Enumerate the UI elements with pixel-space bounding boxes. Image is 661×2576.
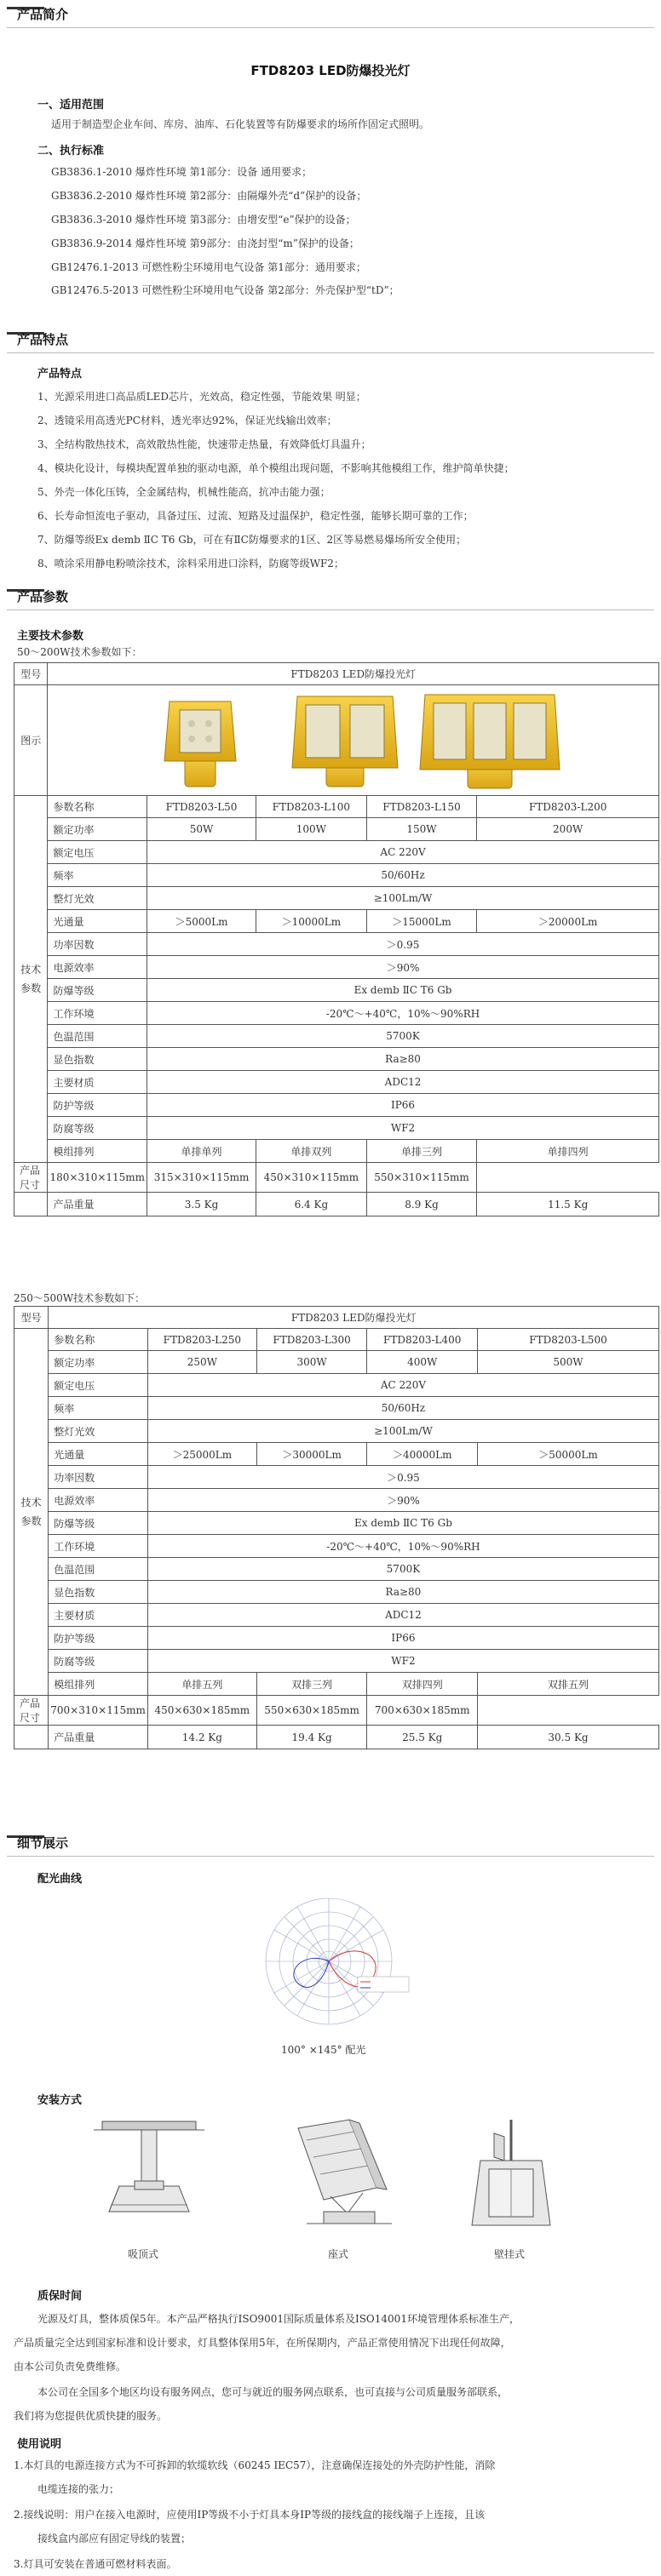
power-label: 额定功率 bbox=[48, 818, 147, 841]
section-header-params bbox=[0, 582, 661, 611]
weight-cell: 25.5 Kg bbox=[367, 1726, 478, 1749]
ip-label: 防护等级 bbox=[48, 1094, 147, 1117]
eff-value: ＞90% bbox=[147, 1489, 658, 1512]
weight-label: 产品重量 bbox=[49, 1726, 148, 1749]
corr-label: 防腐等级 bbox=[49, 1650, 148, 1673]
weight-cell: 11.5 Kg bbox=[477, 1193, 659, 1216]
flux-cell: ＞30000Lm bbox=[256, 1443, 367, 1466]
mat-value: ADC12 bbox=[147, 1071, 659, 1094]
standard-item: GB3836.2-2010 爆炸性环境 第2部分：由隔爆外壳“d”保护的设备； bbox=[51, 190, 367, 202]
model-name: FTD8203 LED防爆投光灯 bbox=[48, 663, 659, 685]
feature-item: 4、模块化设计，每模块配置单独的驱动电源，单个模组出现问题，不影响其他模组工作，维护简单快捷； bbox=[37, 462, 514, 474]
flux-cell: ＞15000Lm bbox=[366, 910, 477, 933]
env-label: 工作环境 bbox=[49, 1535, 148, 1558]
power-cell: 100W bbox=[256, 818, 367, 841]
weight-cell: 8.9 Kg bbox=[366, 1193, 477, 1216]
flux-cell: ＞10000Lm bbox=[256, 910, 367, 933]
cct-label: 色温范围 bbox=[48, 1025, 147, 1048]
curve-caption: 100° ×145° 配光 bbox=[281, 2044, 366, 2056]
efficacy-value: ≥100Lm/W bbox=[147, 887, 659, 910]
table1-caption: 50～200W技术参数如下： bbox=[17, 646, 142, 658]
warranty-line: 本公司在全国多个地区均设有服务网点，您可与就近的服务网点联系，也可直接与公司质量服务部联系， bbox=[37, 2386, 509, 2398]
mat-label: 主要材质 bbox=[49, 1604, 148, 1627]
pf-label: 功率因数 bbox=[48, 933, 147, 956]
group-label-text: 技术参数 bbox=[20, 1497, 42, 1527]
feature-item: 5、外壳一体化压铸，全金属结构，机械性能高，抗冲击能力强； bbox=[37, 486, 330, 498]
spec-table-50-200w bbox=[14, 662, 659, 1216]
mat-label: 主要材质 bbox=[48, 1071, 147, 1094]
section-rule bbox=[7, 1856, 654, 1857]
standard-item: GB12476.1-2013 可燃性粉尘环境用电气设备 第1部分：通用要求； bbox=[51, 261, 366, 273]
arr-cell: 双排三列 bbox=[256, 1673, 367, 1696]
pf-value: ＞0.95 bbox=[147, 1466, 658, 1489]
section-title: 产品简介 bbox=[17, 7, 69, 22]
env-value: -20℃～+40℃，10%～90%RH bbox=[147, 1002, 659, 1025]
power-cell: 50W bbox=[147, 818, 256, 841]
group-label bbox=[14, 796, 48, 1163]
arr-label: 模组排列 bbox=[49, 1673, 148, 1696]
freq-value: 50/60Hz bbox=[147, 864, 659, 887]
arr-cell: 单排三列 bbox=[366, 1140, 477, 1163]
feature-item: 1、光源采用进口高品质LED芯片，光效高，稳定性强，节能效果 明显； bbox=[37, 391, 366, 403]
exgrade-value: Ex demb ⅡC T6 Gb bbox=[147, 1512, 658, 1535]
main-params-heading: 主要技术参数 bbox=[17, 630, 84, 643]
ip-value: IP66 bbox=[147, 1094, 659, 1117]
exgrade-value: Ex demb ⅡC T6 Gb bbox=[147, 979, 659, 1002]
cri-label: 显色指数 bbox=[48, 1048, 147, 1071]
mat-value: ADC12 bbox=[147, 1604, 658, 1627]
eff-value: ＞90% bbox=[147, 956, 659, 979]
power-cell: 500W bbox=[478, 1351, 659, 1374]
feature-item: 6、长寿命恒流电子驱动，具备过压、过流、短路及过温保护，稳定性强，能够长期可靠的工作； bbox=[37, 510, 474, 522]
model-label: 型号 bbox=[14, 1307, 49, 1329]
corr-value: WF2 bbox=[147, 1650, 658, 1673]
weight-cell: 30.5 Kg bbox=[478, 1726, 659, 1749]
wall-mount-diagram bbox=[451, 2116, 571, 2235]
size-cell: 180×310×115mm bbox=[48, 1163, 147, 1193]
arr-cell: 双排四列 bbox=[367, 1673, 478, 1696]
arr-cell: 单排双列 bbox=[256, 1140, 367, 1163]
size-cell: 450×630×185mm bbox=[147, 1696, 256, 1726]
flux-cell: ＞20000Lm bbox=[477, 910, 659, 933]
pf-value: ＞0.95 bbox=[147, 933, 659, 956]
voltage-label: 额定电压 bbox=[48, 841, 147, 864]
image-label: 图示 bbox=[14, 685, 48, 796]
cri-value: Ra≥80 bbox=[147, 1581, 658, 1604]
standard-item: GB12476.5-2013 可燃性粉尘环境用电气设备 第2部分：外壳保护型“tD”； bbox=[51, 284, 399, 296]
section-header-details bbox=[0, 1829, 661, 1858]
ip-value: IP66 bbox=[147, 1627, 658, 1650]
voltage-label: 额定电压 bbox=[49, 1374, 148, 1397]
model-cell: FTD8203-L500 bbox=[478, 1329, 659, 1351]
model-cell: FTD8203-L250 bbox=[147, 1329, 256, 1351]
param-name-label: 参数名称 bbox=[49, 1329, 148, 1351]
warranty-line: 我们将为您提供优质快捷的服务。 bbox=[14, 2410, 168, 2422]
warranty-heading: 质保时间 bbox=[37, 2290, 83, 2303]
freq-label: 频率 bbox=[48, 864, 147, 887]
power-cell: 200W bbox=[477, 818, 659, 841]
flux-cell: ＞40000Lm bbox=[367, 1443, 478, 1466]
table2-caption: 250～500W技术参数如下： bbox=[14, 1292, 146, 1304]
freq-value: 50/60Hz bbox=[147, 1397, 658, 1420]
usage-line: 2.接线说明：用户在接入电源时，应使用IP等级不小于灯具本身IP等级的接线盒的接线端子上连接，且该 bbox=[14, 2509, 486, 2521]
feature-item: 8、喷涂采用静电粉喷涂技术，涂料采用进口涂料，防腐等级WF2； bbox=[37, 558, 344, 570]
efficacy-label: 整灯光效 bbox=[49, 1420, 148, 1443]
size-cell: 700×630×185mm bbox=[367, 1696, 478, 1726]
size-cell: 550×630×185mm bbox=[256, 1696, 367, 1726]
cct-label: 色温范围 bbox=[49, 1558, 148, 1581]
features-heading: 产品特点 bbox=[37, 368, 83, 381]
flux-cell: ＞50000Lm bbox=[478, 1443, 659, 1466]
size-cell: 550×310×115mm bbox=[366, 1163, 477, 1193]
model-cell: FTD8203-L300 bbox=[256, 1329, 367, 1351]
model-cell: FTD8203-L150 bbox=[366, 796, 477, 818]
size-label: 产品尺寸 bbox=[14, 1163, 48, 1193]
usage-line: 3.灯具可安装在普通可燃材料表面。 bbox=[14, 2558, 177, 2570]
usage-line: 1.本灯具的电源连接方式为不可拆卸的软缆软线（60245 IEC57），注意确保连接处的外壳防护性能，消除 bbox=[14, 2459, 496, 2471]
size-cell: 700×310×115mm bbox=[49, 1696, 148, 1726]
arr-cell: 单排四列 bbox=[477, 1140, 659, 1163]
standard-item: GB3836.9-2014 爆炸性环境 第9部分：由浇封型“m”保护的设备； bbox=[51, 238, 359, 249]
usage-line: 接线盒内部应有固定导线的装置； bbox=[37, 2533, 192, 2545]
voltage-value: AC 220V bbox=[147, 1374, 658, 1397]
product-title: FTD8203 LED防爆投光灯 bbox=[250, 63, 411, 78]
pf-label: 功率因数 bbox=[49, 1466, 148, 1489]
standard-item: GB3836.1-2010 爆炸性环境 第1部分：设备 通用要求； bbox=[51, 166, 313, 178]
freq-label: 频率 bbox=[49, 1397, 148, 1420]
exgrade-label: 防爆等级 bbox=[48, 979, 147, 1002]
power-cell: 250W bbox=[147, 1351, 256, 1374]
efficacy-value: ≥100Lm/W bbox=[147, 1420, 658, 1443]
cri-label: 显色指数 bbox=[49, 1581, 148, 1604]
group-label bbox=[14, 1329, 49, 1696]
seat-mount-diagram bbox=[281, 2111, 400, 2239]
ip-label: 防护等级 bbox=[49, 1627, 148, 1650]
usage-line: 电缆连接的张力； bbox=[37, 2483, 120, 2495]
env-label: 工作环境 bbox=[48, 1002, 147, 1025]
warranty-line: 产品质量完全达到国家标准和设计要求，灯具整体保用5年，在所保期内，产品正常使用情况下出现任何故障， bbox=[14, 2337, 511, 2349]
model-cell: FTD8203-L400 bbox=[367, 1329, 478, 1351]
cct-value: 5700K bbox=[147, 1558, 658, 1581]
corr-label: 防腐等级 bbox=[48, 1117, 147, 1140]
install-label: 座式 bbox=[328, 2248, 349, 2260]
group-label-text: 技术参数 bbox=[20, 964, 42, 994]
corr-value: WF2 bbox=[147, 1117, 659, 1140]
weight-cell: 14.2 Kg bbox=[147, 1726, 256, 1749]
flux-label: 光通量 bbox=[48, 910, 147, 933]
warranty-line: 光源及灯具，整体质保5年。本产品严格执行ISO9001国际质量体系及ISO14001环境管理体系标准生产， bbox=[37, 2313, 520, 2325]
arr-cell: 双排五列 bbox=[478, 1673, 659, 1696]
floodlight-product-image bbox=[98, 686, 609, 792]
power-label: 额定功率 bbox=[49, 1351, 148, 1374]
usage-heading: 使用说明 bbox=[17, 2438, 62, 2451]
arr-label: 模组排列 bbox=[48, 1140, 147, 1163]
weight-cell: 3.5 Kg bbox=[147, 1193, 256, 1216]
feature-item: 2、透镜采用高透光PC材料，透光率达92%，保证光线输出效率； bbox=[37, 415, 337, 426]
arr-cell: 单排单列 bbox=[147, 1140, 256, 1163]
section-title: 产品参数 bbox=[17, 589, 69, 604]
power-cell: 150W bbox=[366, 818, 477, 841]
model-cell: FTD8203-L200 bbox=[477, 796, 659, 818]
model-cell: FTD8203-L50 bbox=[147, 796, 256, 818]
scope-heading: 一、适用范围 bbox=[37, 99, 105, 112]
cct-value: 5700K bbox=[147, 1025, 659, 1048]
size-label: 产品尺寸 bbox=[14, 1696, 49, 1726]
model-label: 型号 bbox=[14, 663, 48, 685]
size-cell: 450×310×115mm bbox=[256, 1163, 367, 1193]
cri-value: Ra≥80 bbox=[147, 1048, 659, 1071]
model-name: FTD8203 LED防爆投光灯 bbox=[49, 1307, 659, 1329]
flux-cell: ＞5000Lm bbox=[147, 910, 256, 933]
power-cell: 300W bbox=[256, 1351, 367, 1374]
ceiling-mount-diagram bbox=[85, 2116, 213, 2235]
standard-item: GB3836.3-2010 爆炸性环境 第3部分：由增安型“e”保护的设备； bbox=[51, 214, 356, 226]
eff-label: 电源效率 bbox=[49, 1489, 148, 1512]
flux-label: 光通量 bbox=[49, 1443, 148, 1466]
section-title: 细节展示 bbox=[17, 1835, 69, 1851]
standards-heading: 二、执行标准 bbox=[37, 145, 105, 157]
warranty-line: 由本公司负责免费维修。 bbox=[14, 2361, 127, 2373]
section-title: 产品特点 bbox=[17, 332, 69, 347]
section-rule bbox=[7, 352, 654, 353]
env-value: -20℃～+40℃，10%～90%RH bbox=[147, 1535, 658, 1558]
model-cell: FTD8203-L100 bbox=[256, 796, 367, 818]
arr-cell: 单排五列 bbox=[147, 1673, 256, 1696]
section-header-intro bbox=[0, 0, 661, 29]
weight-cell: 19.4 Kg bbox=[256, 1726, 367, 1749]
weight-label: 产品重量 bbox=[48, 1193, 147, 1216]
install-label: 壁挂式 bbox=[494, 2248, 526, 2260]
spec-table-250-500w bbox=[14, 1306, 659, 1749]
voltage-value: AC 220V bbox=[147, 841, 659, 864]
feature-item: 3、全结构散热技术，高效散热性能，快速带走热量，有效降低灯具温升； bbox=[37, 438, 371, 450]
install-heading: 安装方式 bbox=[37, 2094, 83, 2107]
scope-text: 适用于制造型企业车间、库房、油库、石化装置等有防爆要求的场所作固定式照明。 bbox=[51, 118, 430, 130]
product-images bbox=[48, 685, 659, 796]
size-cell: 315×310×115mm bbox=[147, 1163, 256, 1193]
param-name-label: 参数名称 bbox=[48, 796, 147, 818]
efficacy-label: 整灯光效 bbox=[48, 887, 147, 910]
section-header-features bbox=[0, 325, 661, 354]
section-rule bbox=[7, 27, 654, 28]
install-label: 吸顶式 bbox=[128, 2248, 159, 2260]
exgrade-label: 防爆等级 bbox=[49, 1512, 148, 1535]
light-distribution-curve bbox=[230, 1892, 434, 2033]
eff-label: 电源效率 bbox=[48, 956, 147, 979]
flux-cell: ＞25000Lm bbox=[147, 1443, 256, 1466]
feature-item: 7、防爆等级Ex demb ⅡC T6 Gb，可在有ⅡC防爆要求的1区、2区等易燃易爆场所安全使用； bbox=[37, 534, 467, 546]
weight-cell: 6.4 Kg bbox=[256, 1193, 367, 1216]
curve-heading: 配光曲线 bbox=[37, 1873, 83, 1886]
power-cell: 400W bbox=[367, 1351, 478, 1374]
